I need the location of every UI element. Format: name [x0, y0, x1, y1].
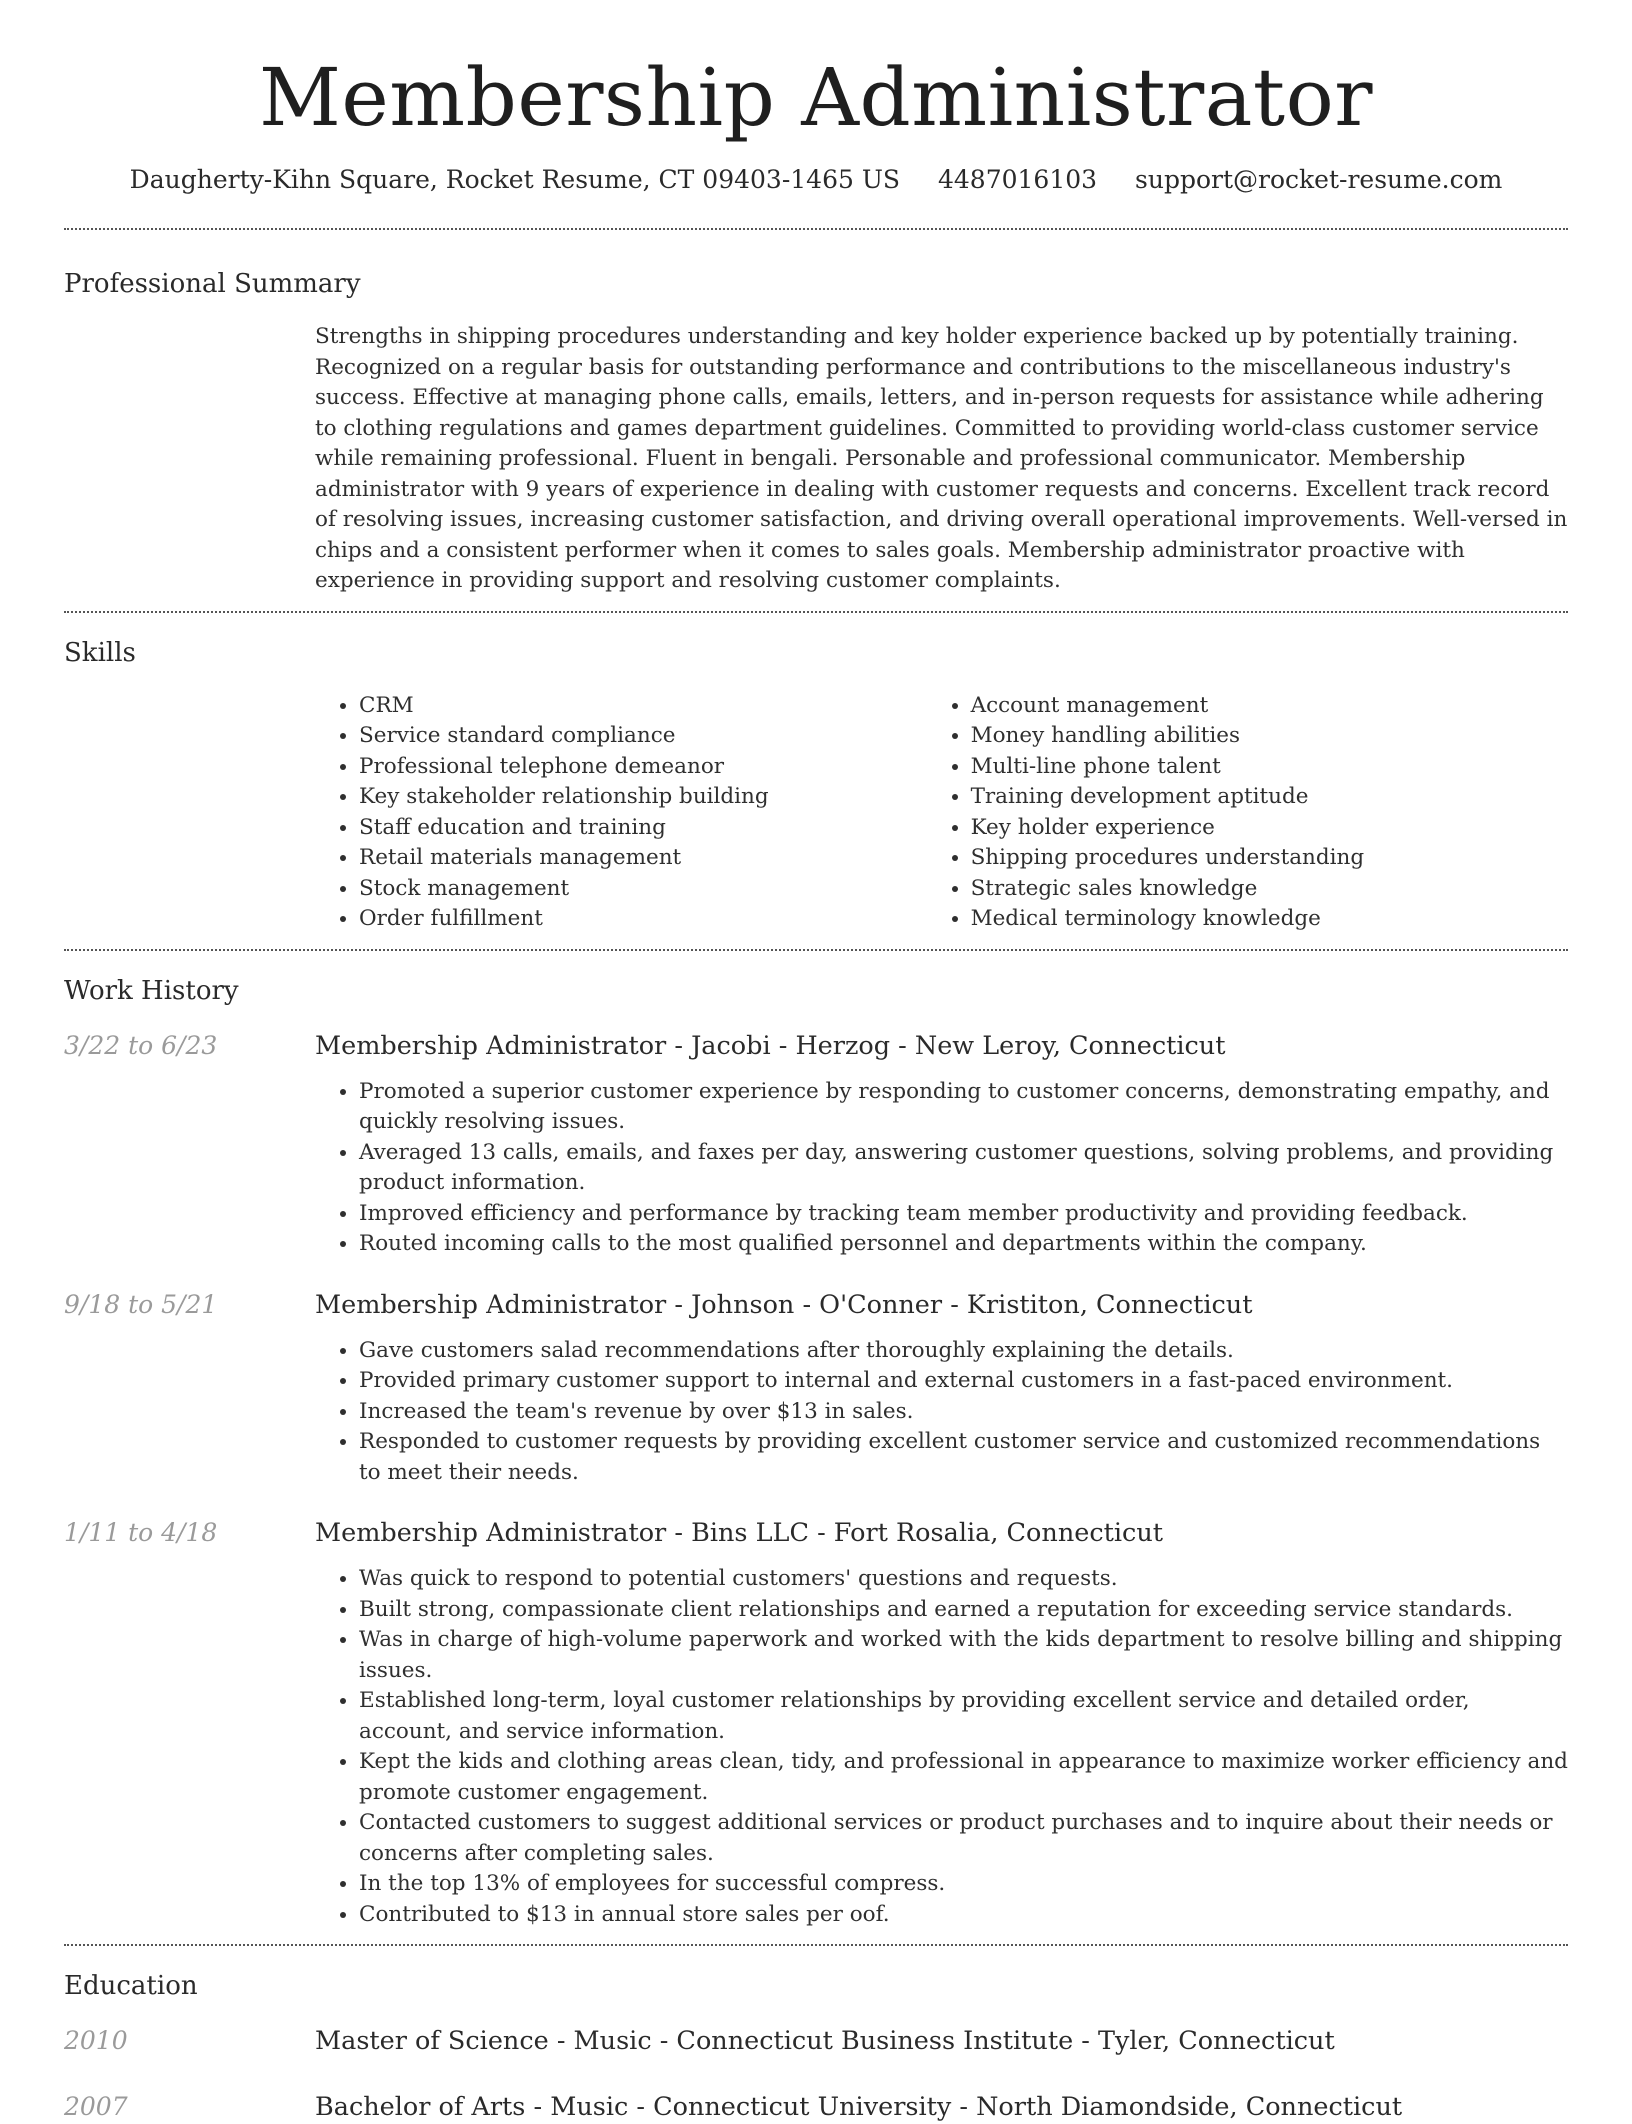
skill-item: • Professional telephone demeanor	[359, 752, 927, 783]
education-list	[64, 2024, 1568, 2124]
job-bullets	[315, 1336, 1568, 1489]
work-history-section	[64, 951, 1568, 1945]
summary-text: Strengths in shipping procedures understanding and key holder experience backed up by potentially training. Recognized on a regular basis for outstanding performance and contributions to the miscellaneous industry's success. Effective at managing phone calls, emails, letters, and in-person requests for assistance while adhering to clothing regulations and games department guidelines. Committed to providing world-class customer service while remaining professional. Fluent in bengali. Personable and professional communicator. Membership administrator with 9 years of experience in dealing with customer requests and concerns. Excellent track record of resolving issues, increasing customer satisfaction, and driving overall operational improvements. Well-versed in chips and a consistent performer when it comes to sales goals. Membership administrator proactive with experience in providing support and resolving customer complaints.	[315, 324, 1568, 593]
job-bullet: • Provided primary customer support to internal and external customers in a fast-paced environment.	[359, 1366, 1568, 1397]
skills-list-left	[315, 691, 927, 935]
resume-page	[64, 0, 1568, 2124]
degree-title: Master of Science - Music - Connecticut Business Institute - Tyler, Connecticut	[315, 2026, 1335, 2056]
job-bullet: • In the top 13% of employees for successful compress.	[359, 1869, 1568, 1900]
skill-item: • Training development aptitude	[971, 782, 1568, 813]
contact-address: Daugherty-Kihn Square, Rocket Resume, CT 09403-1465 US	[129, 165, 901, 194]
skill-item: • Multi-line phone talent	[971, 752, 1568, 783]
job-bullet: • Increased the team's revenue by over $13 in sales.	[359, 1397, 1568, 1428]
skill-item: • Order fulfillment	[359, 904, 927, 935]
job-bullet: • Improved efficiency and performance by tracking team member productivity and providing feedback.	[359, 1199, 1568, 1230]
job-bullet: • Kept the kids and clothing areas clean, tidy, and professional in appearance to maximize worker efficiency and promote customer engagement.	[359, 1747, 1568, 1808]
skill-item: • Shipping procedures understanding	[971, 843, 1568, 874]
job-dates: 1/11 to 4/18	[64, 1518, 218, 1547]
work-history-heading: Work History	[64, 975, 239, 1006]
skill-item: • Money handling abilities	[971, 721, 1568, 752]
contact-phone: 4487016103	[938, 165, 1098, 194]
job-bullet: • Gave customers salad recommendations after thoroughly explaining the details.	[359, 1336, 1568, 1367]
education-entry	[64, 2090, 1568, 2124]
skill-item: • Staff education and training	[359, 813, 927, 844]
job-bullet: • Averaged 13 calls, emails, and faxes per day, answering customer questions, solving problems, and providing product information.	[359, 1138, 1568, 1199]
summary-heading: Professional Summary	[64, 269, 361, 299]
job-bullet: • Established long-term, loyal customer relationships by providing excellent service and detailed order, account, and service information.	[359, 1686, 1568, 1747]
contact-email: support@rocket-resume.com	[1135, 165, 1503, 194]
skills-list-right	[927, 691, 1568, 935]
job-bullet: • Responded to customer requests by providing excellent customer service and customized recommendations to meet their needs.	[359, 1427, 1568, 1488]
skill-item: • Stock management	[359, 874, 927, 905]
education-year: 2010	[64, 2026, 128, 2055]
education-section	[64, 1946, 1568, 2124]
skill-item: • Key holder experience	[971, 813, 1568, 844]
education-year: 2007	[64, 2092, 128, 2121]
skill-item: • Account management	[971, 691, 1568, 722]
skills-columns	[315, 691, 1568, 935]
job-title: Membership Administrator - Johnson - O'Conner - Kristiton, Connecticut	[315, 1289, 1253, 1320]
resume-header	[64, 0, 1568, 196]
education-heading: Education	[64, 1971, 198, 2001]
job-title: Membership Administrator - Bins LLC - Fort Rosalia, Connecticut	[315, 1518, 1163, 1548]
skills-section	[64, 613, 1568, 935]
job-bullet: • Was in charge of high-volume paperwork and worked with the kids department to resolve billing and shipping issues.	[359, 1625, 1568, 1686]
job-dates: 3/22 to 6/23	[64, 1030, 218, 1060]
job-entry	[64, 1029, 1568, 1260]
skill-item: • Service standard compliance	[359, 721, 927, 752]
job-entry	[64, 1288, 1568, 1489]
education-entry	[64, 2024, 1568, 2058]
skill-item: • Medical terminology knowledge	[971, 904, 1568, 935]
skill-item: • CRM	[359, 691, 927, 722]
job-bullet: • Contacted customers to suggest additional services or product purchases and to inquire about their needs or concerns after completing sales.	[359, 1808, 1568, 1869]
summary-section	[64, 230, 1568, 597]
job-bullet: • Contributed to $13 in annual store sales per oof.	[359, 1900, 1568, 1931]
contact-line	[64, 164, 1568, 196]
job-list	[64, 1029, 1568, 1931]
job-title: Membership Administrator - Jacobi - Herzog - New Leroy, Connecticut	[315, 1030, 1226, 1061]
job-bullets	[315, 1077, 1568, 1260]
candidate-name: Membership Administrator	[259, 51, 1373, 144]
skill-item: • Retail materials management	[359, 843, 927, 874]
job-bullet: • Was quick to respond to potential customers' questions and requests.	[359, 1564, 1568, 1595]
job-bullet: • Routed incoming calls to the most qualified personnel and departments within the company.	[359, 1229, 1568, 1260]
skill-item: • Strategic sales knowledge	[971, 874, 1568, 905]
job-dates: 9/18 to 5/21	[64, 1289, 218, 1319]
job-entry	[64, 1516, 1568, 1930]
job-bullet: • Promoted a superior customer experience by responding to customer concerns, demonstrating empathy, and quickly resolving issues.	[359, 1077, 1568, 1138]
degree-title: Bachelor of Arts - Music - Connecticut University - North Diamondside, Connecticut	[315, 2092, 1403, 2122]
job-bullet: • Built strong, compassionate client relationships and earned a reputation for exceeding service standards.	[359, 1595, 1568, 1626]
job-bullets	[315, 1564, 1568, 1930]
skill-item: • Key stakeholder relationship building	[359, 782, 927, 813]
skills-heading: Skills	[64, 637, 136, 668]
